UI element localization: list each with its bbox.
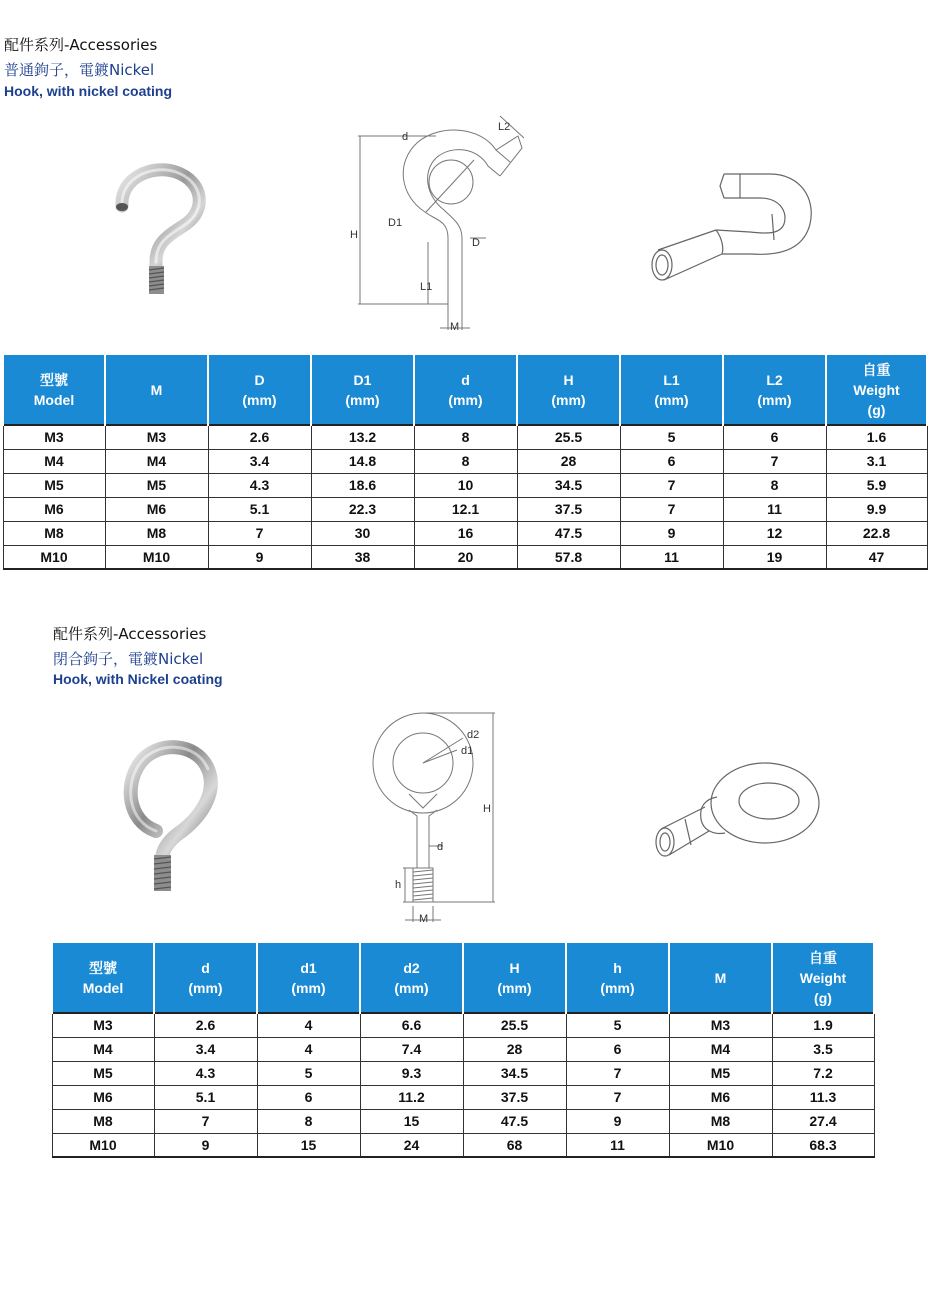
closed-hook-table-cell: 27.4 [772, 1109, 874, 1133]
open-hook-header-text: D1 [353, 371, 372, 388]
closed-hook-table-cell: 7 [566, 1061, 669, 1085]
open-hook-header-cell [208, 355, 311, 425]
open-label-h: H [350, 229, 358, 241]
closed-hook-table-cell: 3.5 [772, 1037, 874, 1061]
open-hook-header-cell [414, 355, 517, 425]
closed-hook-drawing [365, 708, 510, 930]
closed-hook-table-cell: M6 [52, 1085, 154, 1109]
open-hook-table-cell: 28 [517, 449, 620, 473]
closed-hook-table-cell: 4.3 [154, 1061, 257, 1085]
closed-hook-table-cell: M6 [669, 1085, 772, 1109]
open-hook-table-cell: 6 [620, 449, 723, 473]
closed-hook-header-cell [772, 943, 874, 1013]
closed-hook-table-cell: 3.4 [154, 1037, 257, 1061]
closed-label-d: d [437, 841, 444, 853]
closed-hook-table-cell: 11 [566, 1133, 669, 1157]
closed-hook-header-cell [52, 943, 154, 1013]
open-hook-table-cell: 7 [208, 521, 311, 545]
closed-hook-table-cell: 7.4 [360, 1037, 463, 1061]
closed-hook-table-cell: 15 [360, 1109, 463, 1133]
closed-hook-table-cell: M3 [669, 1013, 772, 1037]
open-hook-table-row [3, 449, 927, 473]
closed-hook-header-text: Weight [799, 969, 847, 986]
open-hook-header-text: D [254, 371, 265, 388]
closed-hook-render [645, 755, 825, 875]
open-hook-table-cell: M5 [105, 473, 208, 497]
open-hook-table-cell: 3.4 [208, 449, 311, 473]
open-hook-table-cell: 9 [620, 521, 723, 545]
open-hook-table-cell: M4 [105, 449, 208, 473]
open-hook-table-cell: 34.5 [517, 473, 620, 497]
open-hook-table-cell: 47 [826, 545, 927, 569]
section1-title: 配件系列-Accessories [4, 36, 158, 54]
closed-hook-header-cell [669, 943, 772, 1013]
open-label-l1: L1 [420, 281, 433, 293]
open-hook-table-cell: M3 [105, 425, 208, 449]
closed-label-h: H [483, 803, 491, 815]
open-hook-table-cell: 25.5 [517, 425, 620, 449]
open-hook-header-text: H [563, 371, 574, 388]
section1-subtitle-cn: 普通鉤子，電鍍Nickel [4, 61, 155, 79]
closed-hook-table-cell: 7.2 [772, 1061, 874, 1085]
closed-hook-table-row [52, 1109, 874, 1133]
closed-hook-table-cell: 6 [566, 1037, 669, 1061]
section2-subtitle-en: Hook, with Nickel coating [53, 671, 223, 687]
open-hook-table-cell: 8 [414, 449, 517, 473]
closed-hook-table-cell: 7 [566, 1085, 669, 1109]
open-hook-table-cell: 5 [620, 425, 723, 449]
open-hook-table-cell: 16 [414, 521, 517, 545]
open-hook-header-text: (mm) [345, 391, 380, 408]
closed-hook-table-cell: M3 [52, 1013, 154, 1037]
closed-hook-header-text: (mm) [291, 979, 326, 996]
open-hook-table-cell: 7 [620, 473, 723, 497]
closed-hook-table-cell: 5 [257, 1061, 360, 1085]
open-label-l2: L2 [498, 121, 511, 133]
closed-hook-header-text: Model [82, 979, 124, 996]
open-hook-table-cell: 14.8 [311, 449, 414, 473]
closed-hook-header-text: (g) [814, 989, 832, 1006]
closed-hook-table-cell: M5 [669, 1061, 772, 1085]
open-hook-table-cell: 10 [414, 473, 517, 497]
closed-hook-table-cell: 6 [257, 1085, 360, 1109]
closed-hook-table-cell: 4 [257, 1013, 360, 1037]
open-hook-table-cell: M8 [3, 521, 105, 545]
open-label-d: d [402, 131, 409, 143]
closed-label-d2: d2 [467, 729, 480, 741]
closed-hook-header-text: (mm) [497, 979, 532, 996]
closed-hook-table-cell: 4 [257, 1037, 360, 1061]
closed-hook-table-cell: 8 [257, 1109, 360, 1133]
open-hook-header-text: 自重 [862, 361, 891, 378]
open-hook-table-cell: 22.8 [826, 521, 927, 545]
open-hook-header-text: L2 [766, 371, 783, 388]
closed-hook-table-cell: 28 [463, 1037, 566, 1061]
open-hook-table-cell: M8 [105, 521, 208, 545]
open-label-big-d: D [472, 237, 480, 249]
open-hook-table-cell: M10 [3, 545, 105, 569]
spec-table-open-hook [2, 355, 928, 570]
open-label-d1: D1 [388, 217, 403, 229]
open-hook-table-cell: 5.9 [826, 473, 927, 497]
open-hook-render [640, 168, 820, 293]
open-hook-header-cell [517, 355, 620, 425]
open-hook-table-cell: 9 [208, 545, 311, 569]
open-hook-table-cell: 11 [620, 545, 723, 569]
closed-hook-table-cell: M10 [669, 1133, 772, 1157]
open-hook-header-text: L1 [663, 371, 680, 388]
closed-hook-table-cell: 68.3 [772, 1133, 874, 1157]
closed-hook-table-row [52, 1013, 874, 1037]
closed-hook-header-text: d [201, 959, 210, 976]
open-hook-table-cell: M6 [3, 497, 105, 521]
open-hook-table-cell: 22.3 [311, 497, 414, 521]
closed-hook-table-row [52, 1085, 874, 1109]
closed-hook-table-cell: 2.6 [154, 1013, 257, 1037]
open-hook-header-text: 型號 [40, 371, 68, 388]
closed-hook-table-cell: 9.3 [360, 1061, 463, 1085]
closed-hook-table-cell: 9 [154, 1133, 257, 1157]
open-hook-table-row [3, 545, 927, 569]
closed-hook-photo [112, 735, 222, 895]
closed-hook-header-text: d1 [300, 959, 317, 976]
closed-hook-table-cell: M4 [669, 1037, 772, 1061]
open-hook-drawing [340, 112, 530, 337]
closed-hook-header-cell [566, 943, 669, 1013]
closed-hook-header-text: H [509, 959, 520, 976]
closed-hook-header-cell [154, 943, 257, 1013]
open-hook-table-cell: 57.8 [517, 545, 620, 569]
closed-hook-header-text: 自重 [809, 949, 837, 966]
open-hook-header-text: d [461, 371, 470, 388]
open-hook-table-cell: 7 [620, 497, 723, 521]
closed-hook-header-text: d2 [403, 959, 420, 976]
open-hook-table-cell: M3 [3, 425, 105, 449]
open-hook-table-cell: 11 [723, 497, 826, 521]
closed-hook-table-cell: M4 [52, 1037, 154, 1061]
open-hook-header-text: (mm) [242, 391, 277, 408]
closed-hook-table-row [52, 1061, 874, 1085]
section1-subtitle-en: Hook, with nickel coating [4, 83, 173, 99]
spec-table-closed-hook [51, 943, 875, 1158]
closed-hook-header-text: (mm) [188, 979, 223, 996]
open-label-m: M [450, 321, 460, 333]
closed-hook-header-cell [257, 943, 360, 1013]
open-hook-table-cell: M6 [105, 497, 208, 521]
section2-subtitle-cn: 閉合鉤子，電鍍Nickel [53, 650, 204, 668]
closed-hook-table-cell: M5 [52, 1061, 154, 1085]
closed-hook-table-cell: 5.1 [154, 1085, 257, 1109]
open-hook-table-cell: 12 [723, 521, 826, 545]
open-hook-header-text: (mm) [448, 391, 483, 408]
closed-hook-table-row [52, 1133, 874, 1157]
open-hook-header-text: (mm) [654, 391, 689, 408]
closed-hook-table-cell: 6.6 [360, 1013, 463, 1037]
open-hook-table-row [3, 473, 927, 497]
open-hook-header-cell [3, 355, 105, 425]
open-hook-header-text: (g) [867, 401, 886, 418]
open-hook-table-cell: 8 [723, 473, 826, 497]
closed-hook-header-text: h [613, 959, 622, 976]
open-hook-table-cell: 6 [723, 425, 826, 449]
open-hook-header-text: (mm) [757, 391, 792, 408]
closed-hook-table-cell: 1.9 [772, 1013, 874, 1037]
closed-hook-table-row [52, 1037, 874, 1061]
open-hook-table-row [3, 497, 927, 521]
open-hook-header-text: (mm) [551, 391, 586, 408]
closed-hook-table-cell: 5 [566, 1013, 669, 1037]
closed-label-d1: d1 [461, 745, 474, 757]
open-hook-header-text: Weight [853, 381, 900, 398]
closed-hook-header-text: M [714, 969, 727, 986]
open-hook-table-cell: 18.6 [311, 473, 414, 497]
closed-hook-header-text: (mm) [600, 979, 635, 996]
closed-hook-table-cell: 68 [463, 1133, 566, 1157]
open-hook-table-cell: M5 [3, 473, 105, 497]
closed-hook-table-cell: 7 [154, 1109, 257, 1133]
open-hook-table-cell: 2.6 [208, 425, 311, 449]
open-hook-header-cell [311, 355, 414, 425]
open-hook-table-cell: 3.1 [826, 449, 927, 473]
closed-hook-table-cell: M8 [669, 1109, 772, 1133]
open-hook-table-row [3, 521, 927, 545]
open-hook-table-cell: 4.3 [208, 473, 311, 497]
open-hook-header-cell [105, 355, 208, 425]
closed-hook-table-cell: 24 [360, 1133, 463, 1157]
open-hook-header-cell [620, 355, 723, 425]
closed-hook-table-cell: 37.5 [463, 1085, 566, 1109]
open-hook-header-text: Model [33, 391, 75, 408]
open-hook-table-cell: 7 [723, 449, 826, 473]
closed-hook-table-cell: 47.5 [463, 1109, 566, 1133]
closed-hook-table-cell: 25.5 [463, 1013, 566, 1037]
open-hook-table-cell: 5.1 [208, 497, 311, 521]
closed-hook-table-cell: 34.5 [463, 1061, 566, 1085]
closed-label-m: M [419, 913, 429, 925]
open-hook-table-cell: 12.1 [414, 497, 517, 521]
section2-title: 配件系列-Accessories [53, 625, 207, 643]
open-hook-table-cell: 13.2 [311, 425, 414, 449]
closed-hook-header-cell [360, 943, 463, 1013]
closed-hook-table-cell: 9 [566, 1109, 669, 1133]
closed-hook-table-cell: 11.2 [360, 1085, 463, 1109]
closed-hook-header-cell [463, 943, 566, 1013]
closed-hook-table-cell: 11.3 [772, 1085, 874, 1109]
open-hook-table-cell: 47.5 [517, 521, 620, 545]
closed-hook-table-cell: M8 [52, 1109, 154, 1133]
open-hook-table-cell: 30 [311, 521, 414, 545]
closed-hook-table-cell: M10 [52, 1133, 154, 1157]
open-hook-header-text: M [150, 381, 163, 398]
open-hook-header-cell [826, 355, 927, 425]
open-hook-table-row [3, 425, 927, 449]
open-hook-table-cell: M10 [105, 545, 208, 569]
open-hook-table-cell: 38 [311, 545, 414, 569]
open-hook-table-cell: 20 [414, 545, 517, 569]
open-hook-table-cell: 19 [723, 545, 826, 569]
open-hook-table-cell: 9.9 [826, 497, 927, 521]
open-hook-photo [100, 160, 220, 295]
open-hook-table-cell: 37.5 [517, 497, 620, 521]
closed-hook-header-text: (mm) [394, 979, 429, 996]
open-hook-table-cell: M4 [3, 449, 105, 473]
open-hook-table-cell: 1.6 [826, 425, 927, 449]
open-hook-table-cell: 8 [414, 425, 517, 449]
closed-hook-table-cell: 15 [257, 1133, 360, 1157]
open-hook-header-cell [723, 355, 826, 425]
closed-hook-header-text: 型號 [89, 959, 117, 976]
closed-label-small-h: h [395, 879, 402, 891]
